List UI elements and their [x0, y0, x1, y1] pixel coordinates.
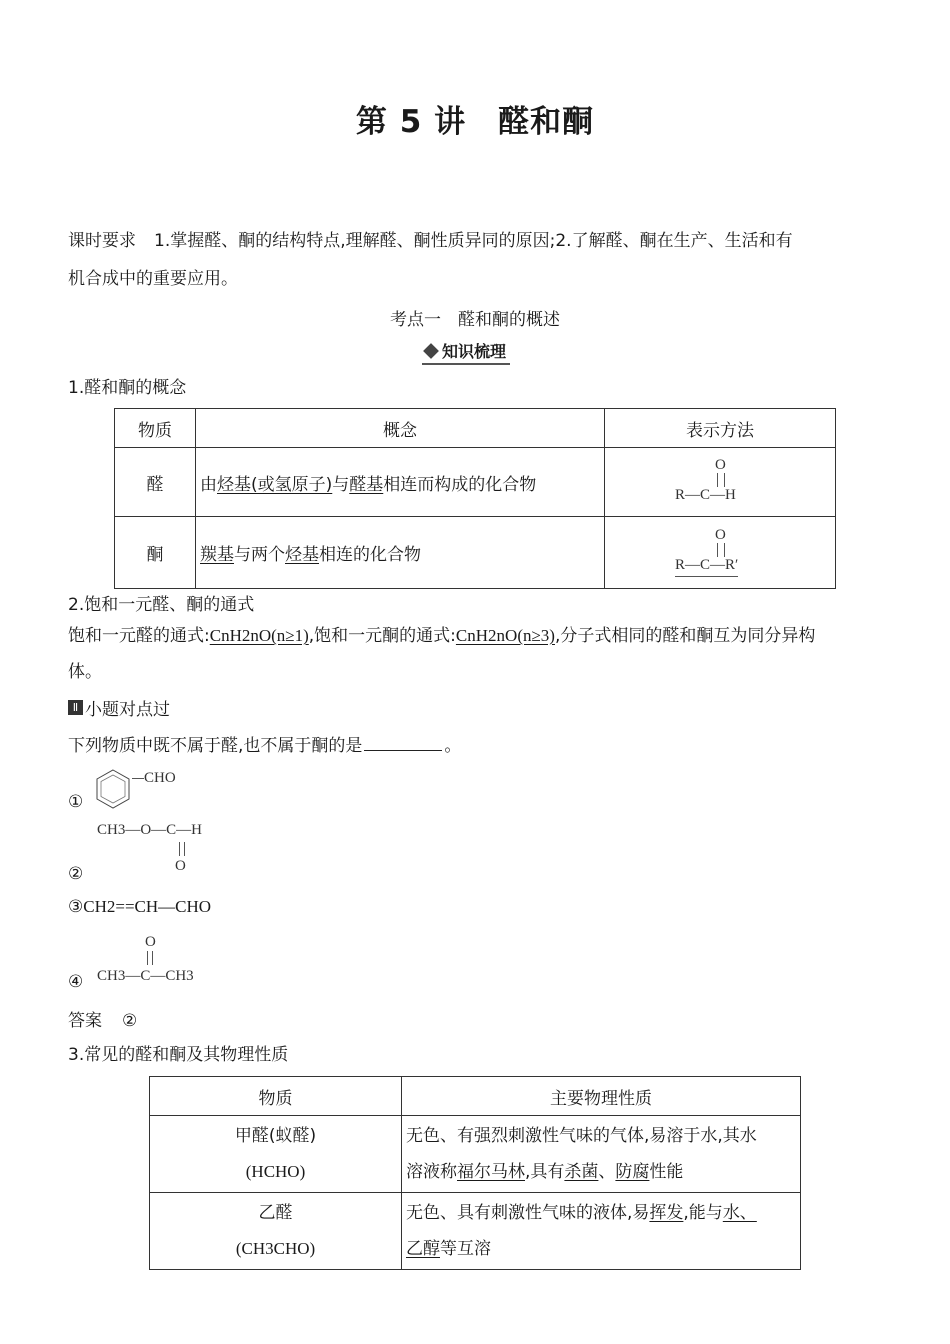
answer-label: 答案: [68, 1011, 102, 1031]
properties-table: [149, 1076, 801, 1270]
formula-paragraph: 饱和一元醛的通式:CnH2nO(n≥1),饱和一元酮的通式:CnH2nO(n≥3),分子式相同的醛和酮互为同分异构 体。: [68, 626, 816, 682]
aldehyde-structure: O R—C—H: [605, 448, 836, 517]
table-header: 物质: [115, 409, 196, 448]
table-header: 概念: [196, 409, 605, 448]
cell-acetaldehyde: 乙醛 (CH3CHO): [150, 1193, 402, 1270]
table-row: [150, 1193, 801, 1270]
knowledge-badge: [422, 339, 510, 365]
table-header-row: [115, 409, 836, 448]
section-title: 考点一 醛和酮的概述: [390, 310, 560, 330]
table-row: [150, 1116, 801, 1193]
diamond-icon: [423, 343, 439, 359]
table-row: [115, 517, 836, 589]
question: 下列物质中既不属于醛,也不属于酮的是 。: [68, 736, 462, 756]
requirements-line2: 机合成中的重要应用。: [68, 269, 238, 289]
quiz-icon: Ⅱ: [68, 700, 83, 715]
cell-acetaldehyde-properties: 无色、具有刺激性气味的液体,易挥发,能与水、 乙醇等互溶: [402, 1193, 801, 1270]
requirements-line1: 1.掌握醛、酮的结构特点,理解醛、酮性质异同的原因;2.了解醛、酮在生产、生活和有: [154, 231, 793, 251]
cell-formaldehyde-properties: 无色、有强烈刺激性气味的气体,易溶于水,其水 溶液称福尔马林,具有杀菌、防腐性能: [402, 1116, 801, 1193]
requirements: [68, 222, 888, 298]
ketone-structure: O R—C—R′: [605, 517, 836, 589]
option-3: ③CH2==CH—CHO: [68, 897, 212, 917]
heading-concept: 1.醛和酮的概念: [68, 378, 187, 398]
table-header: 物质: [150, 1077, 402, 1116]
heading-properties: 3.常见的醛和酮及其物理性质: [68, 1045, 289, 1065]
cell-ketone-concept: 羰基与两个烃基相连的化合物: [196, 517, 605, 589]
cell-aldehyde-concept: 由烃基(或氢原子)与醛基相连而构成的化合物: [196, 448, 605, 517]
answer: [68, 1006, 137, 1031]
option-2: CH3—O—C—H O ②: [68, 822, 203, 884]
requirements-label: 课时要求: [68, 231, 136, 251]
table-header: 主要物理性质: [402, 1077, 801, 1116]
concept-table: [114, 408, 836, 589]
cell-ketone: 酮: [115, 517, 196, 589]
quiz-label: 小题对点过: [85, 700, 170, 720]
table-row: [115, 448, 836, 517]
cell-aldehyde: 醛: [115, 448, 196, 517]
badge-label: 知识梳理: [442, 342, 507, 361]
option-1: ① CHO: [68, 770, 176, 812]
page-title: 第 5 讲 醛和酮: [355, 104, 595, 140]
answer-blank: [364, 750, 442, 751]
table-header: 表示方法: [605, 409, 836, 448]
option-4: O CH3—C—CH3 ④: [68, 934, 194, 992]
answer-value: ②: [122, 1011, 138, 1031]
heading-formula: 2.饱和一元醛、酮的通式: [68, 595, 255, 615]
cell-formaldehyde: 甲醛(蚁醛) (HCHO): [150, 1116, 402, 1193]
benzene-ring-icon: [94, 768, 132, 810]
table-header-row: [150, 1077, 801, 1116]
quiz-heading: [68, 695, 170, 720]
